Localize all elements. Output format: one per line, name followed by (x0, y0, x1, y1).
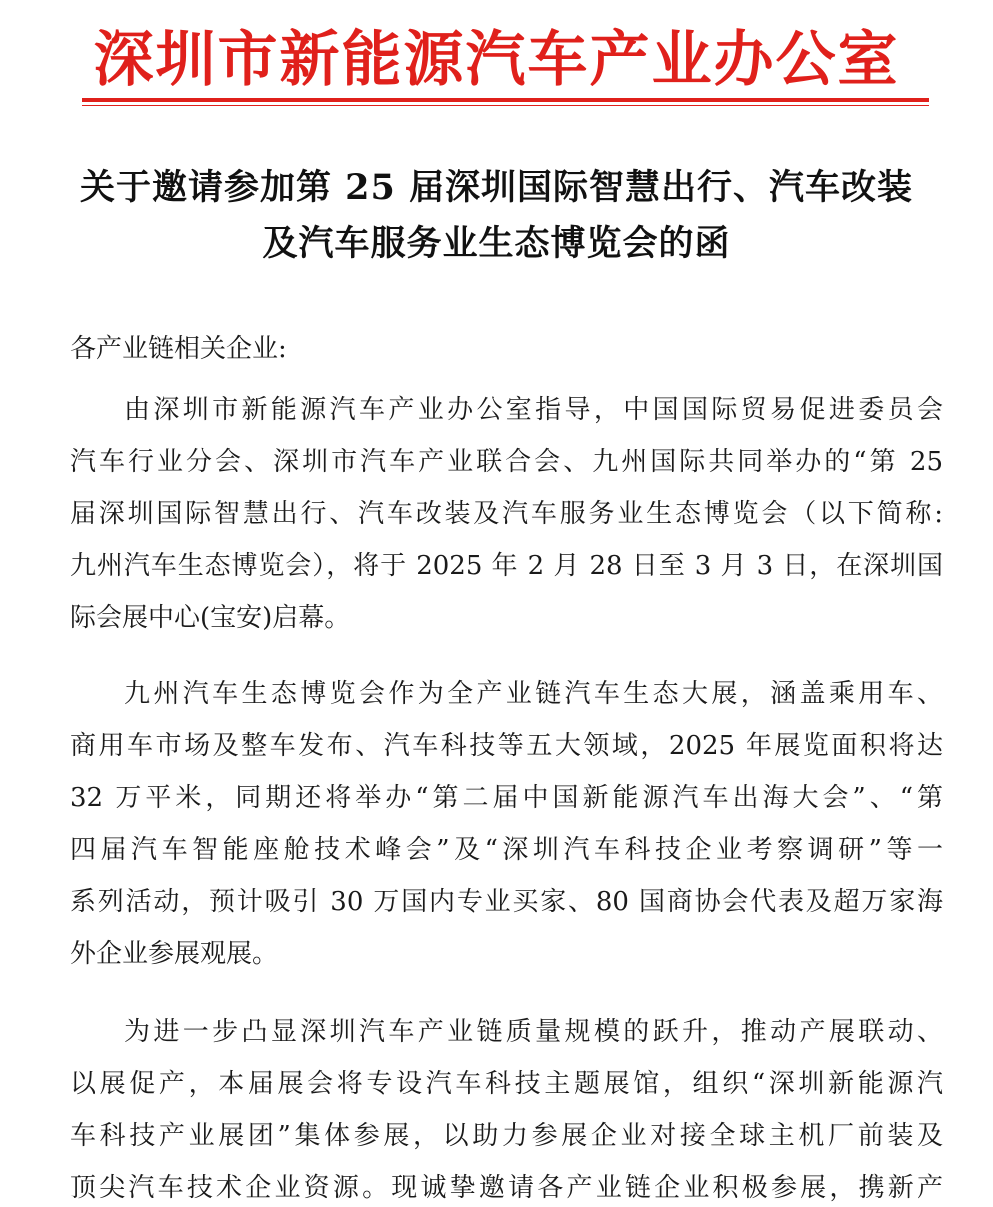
paragraph-line: 以展促产，本届展会将专设汽车科技主题展馆，组织“深圳新能源汽 (70, 1069, 943, 1099)
document-title (40, 160, 953, 272)
document-title-line: 关于邀请参加第 25 届深圳国际智慧出行、汽车改装 (79, 167, 914, 208)
paragraph-line: 商用车市场及整车发布、汽车科技等五大领域，2025 年展览面积将达 (70, 731, 943, 761)
paragraph-line: 九州汽车生态博览会），将于 2025 年 2 月 28 日至 3 月 3 日，在深圳国 (70, 551, 943, 581)
paragraph-line: 届深圳国际智慧出行、汽车改装及汽车服务业生态博览会（以下简称: (70, 499, 943, 529)
paragraph-line: 车科技产业展团”集体参展，以助力参展企业对接全球主机厂前装及 (70, 1121, 943, 1151)
paragraph-line: 外企业参展观展。 (70, 939, 279, 969)
letterhead-rule (82, 98, 929, 102)
paragraph-line: 四届汽车智能座舱技术峰会”及“深圳汽车科技企业考察调研”等一 (70, 835, 943, 865)
letterhead-rule-thin (82, 105, 929, 106)
body-paragraph-3 (70, 1006, 943, 1207)
paragraph-line: 汽车行业分会、深圳市汽车产业联合会、九州国际共同举办的“第 25 (70, 447, 943, 477)
body-paragraph-1 (70, 384, 943, 644)
paragraph-line: 九州汽车生态博览会作为全产业链汽车生态大展，涵盖乘用车、 (124, 679, 943, 709)
body-paragraph-2 (70, 668, 943, 980)
document-title-line: 及汽车服务业生态博览会的函 (262, 223, 731, 264)
salutation: 各产业链相关企业: (70, 334, 287, 364)
paragraph-line: 系列活动，预计吸引 30 万国内专业买家、80 国商协会代表及超万家海 (70, 887, 943, 917)
paragraph-line: 32 万平米，同期还将举办“第二届中国新能源汽车出海大会”、“第 (70, 783, 943, 813)
paragraph-line: 顶尖汽车技术企业资源。现诚挚邀请各产业链企业积极参展，携新产 (70, 1173, 943, 1203)
letterhead-org-name: 深圳市新能源汽车产业办公室 (93, 25, 900, 95)
paragraph-line: 际会展中心(宝安)启幕。 (70, 603, 351, 633)
paragraph-line: 为进一步凸显深圳汽车产业链质量规模的跃升，推动产展联动、 (124, 1017, 943, 1047)
paragraph-line: 由深圳市新能源汽车产业办公室指导，中国国际贸易促进委员会 (124, 395, 943, 425)
